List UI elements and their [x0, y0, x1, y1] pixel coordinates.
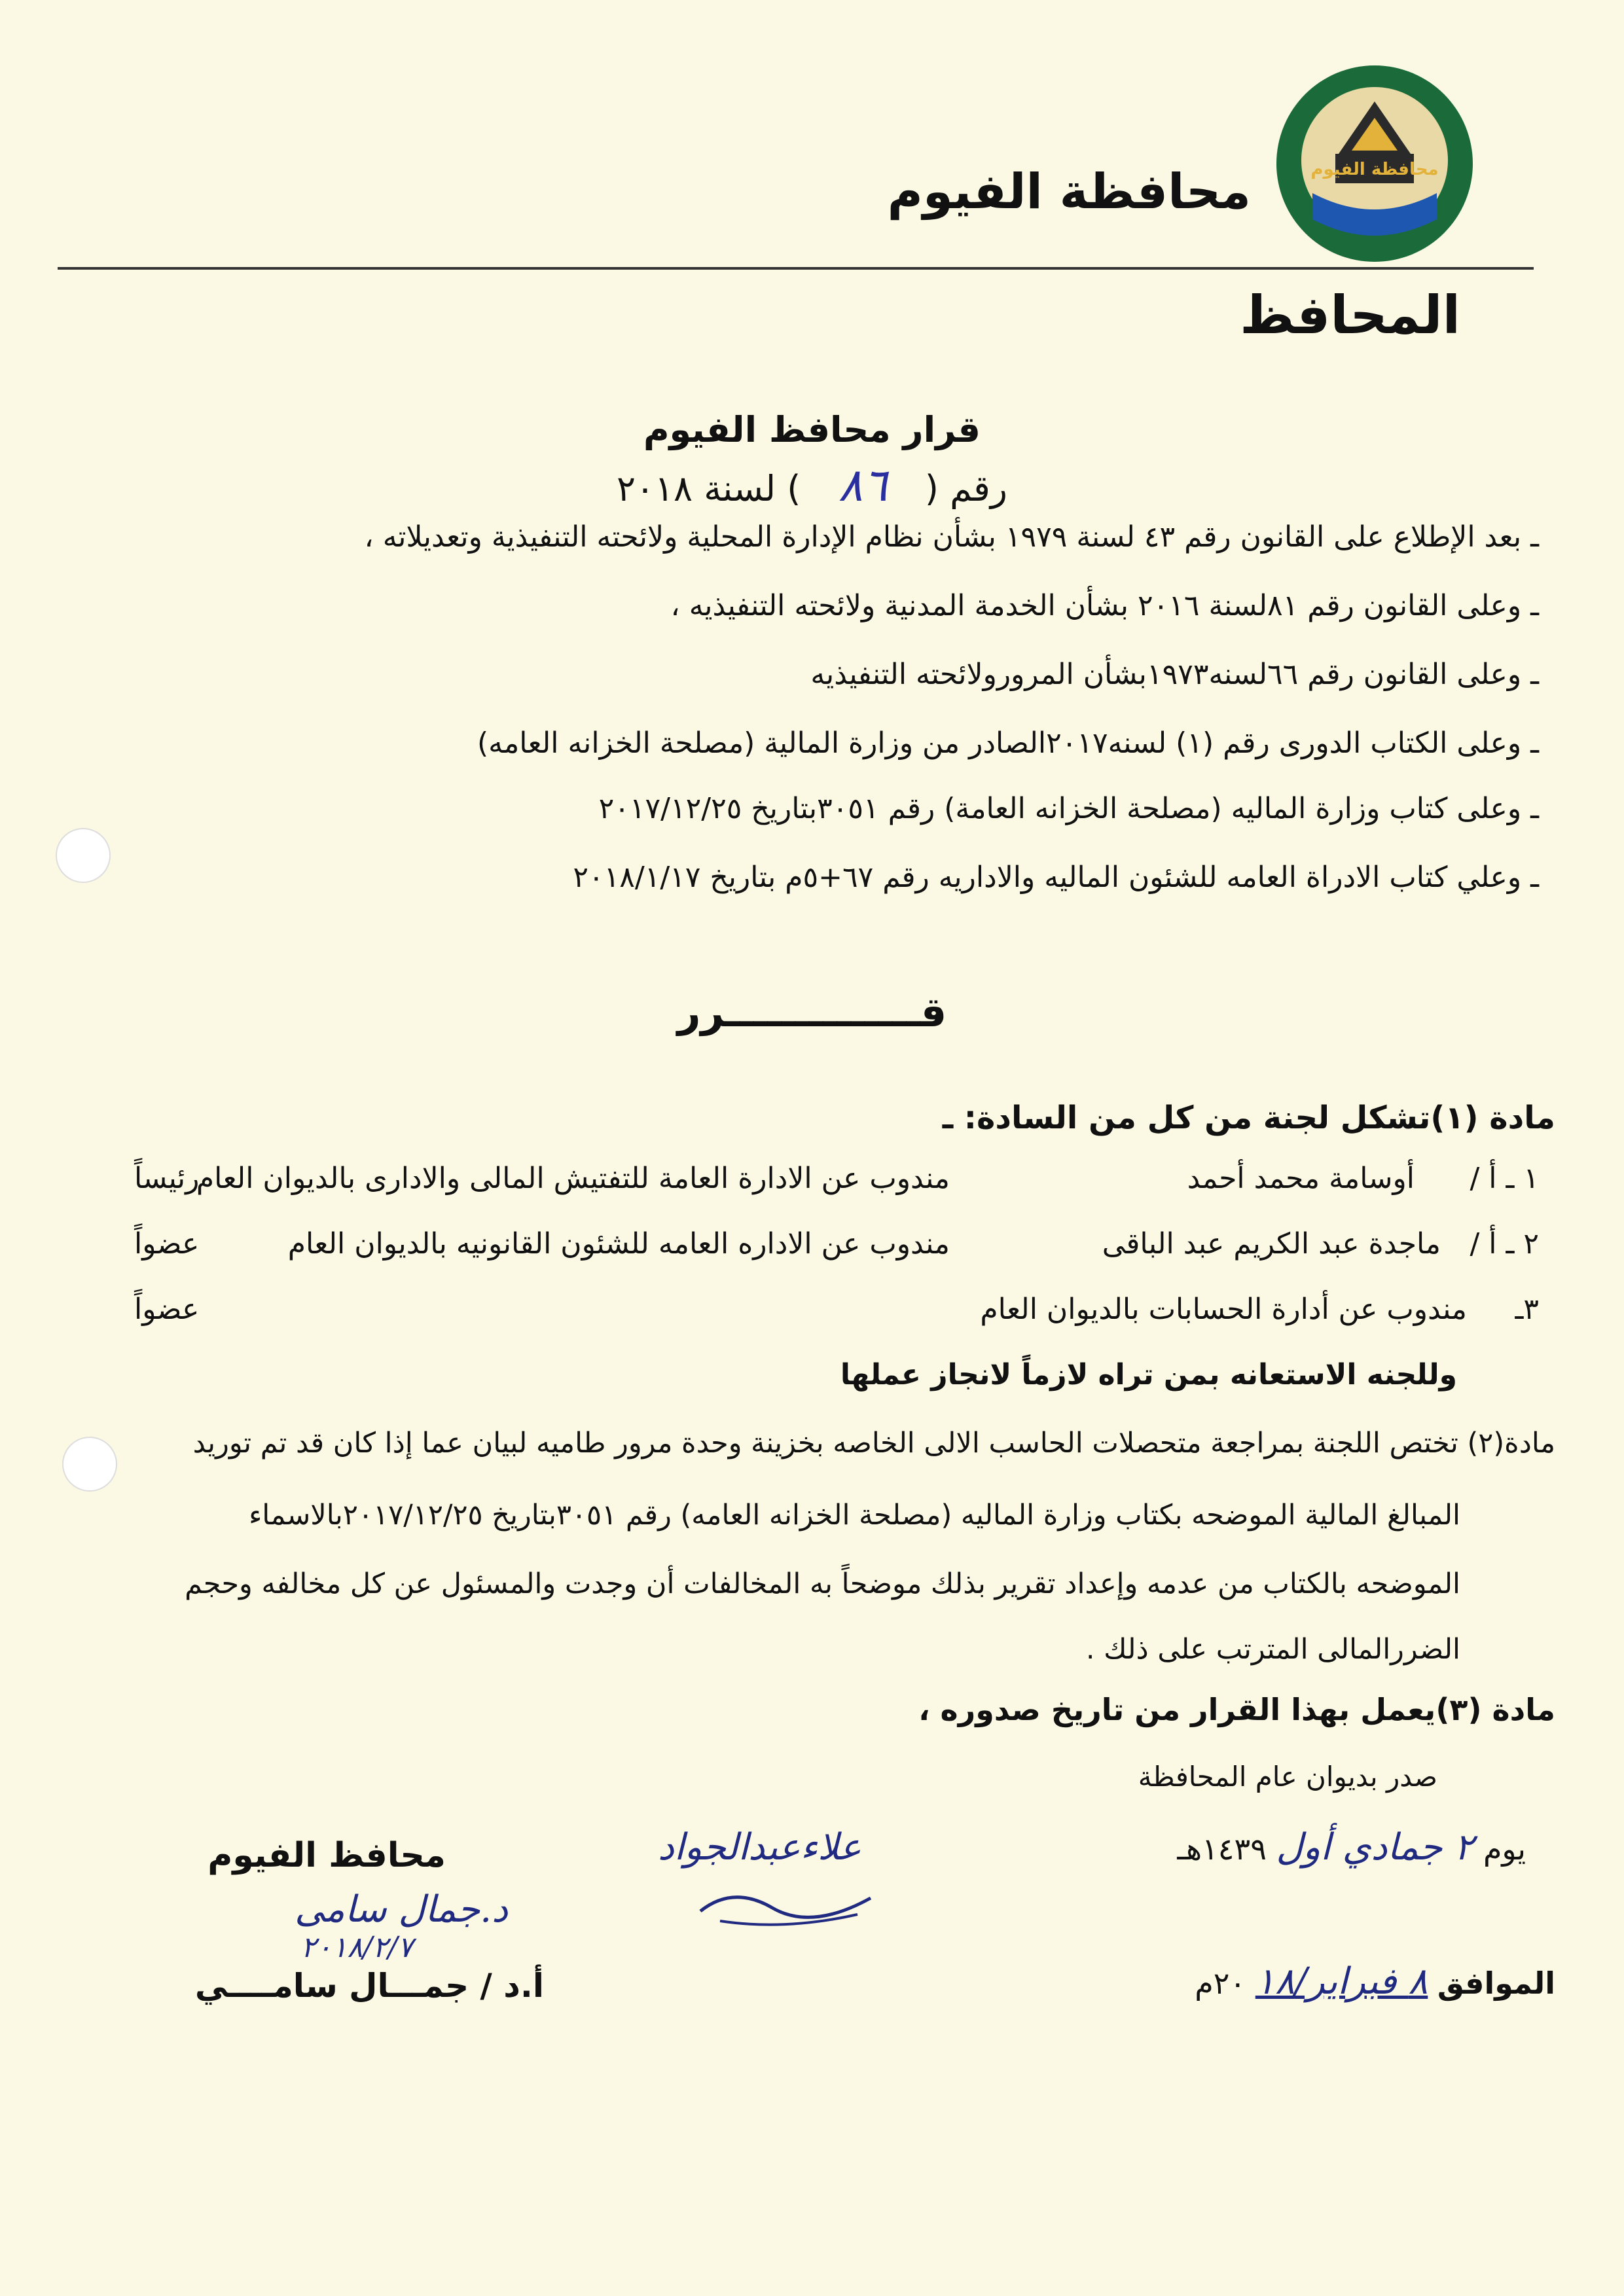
- gregorian-prefix: الموافق: [1437, 1965, 1555, 2001]
- member-name: أوسامة محمد أحمد: [1187, 1162, 1415, 1195]
- member-number: ٢ ـ أ /: [1470, 1227, 1539, 1261]
- decree-number: ٨٦: [838, 458, 888, 512]
- punch-hole: [62, 1437, 117, 1492]
- member-role: رئيساً: [134, 1162, 200, 1195]
- article-1-heading: مادة (١)تشكل لجنة من كل من السادة: ـ: [942, 1100, 1555, 1136]
- member-row: [151, 1162, 1539, 1208]
- middle-signature-stroke: [694, 1872, 877, 1931]
- governor-signature-title: محافظ الفيوم: [208, 1836, 446, 1875]
- gregorian-date: [1195, 1960, 1555, 2003]
- preamble-line: ـ وعلى القانون رقم ٨١لسنة ٢٠١٦ بشأن الخدمة المدنية ولائحته التنفيذيه ،: [670, 589, 1539, 622]
- number-suffix: ) لسنة ٢٠١٨: [617, 468, 801, 509]
- logo-lettering: محافظة الفيوم: [1310, 160, 1439, 179]
- issued-at: صدر بديوان عام المحافظة: [1138, 1761, 1437, 1793]
- member-name: ماجدة عبد الكريم عبد الباقى: [1102, 1227, 1441, 1261]
- member-role: عضواً: [134, 1293, 200, 1326]
- decided-heading: قــــــــــــــرر: [677, 988, 947, 1036]
- gregorian-suffix: ٢٠م: [1195, 1965, 1246, 2001]
- gregorian-handwritten: ٨ فبراير/١٨: [1255, 1960, 1428, 2003]
- hijri-suffix: ١٤٣٩هـ: [1177, 1831, 1267, 1867]
- office-title: المحافظ: [1240, 285, 1460, 346]
- punch-hole: [56, 828, 111, 883]
- member-row: [151, 1293, 1539, 1338]
- governor-signature: د.جمال سامى: [295, 1888, 508, 1931]
- governor-signature-date: ٢٠١٨/٢/٧: [300, 1931, 413, 1964]
- number-prefix: رقم (: [924, 468, 1007, 509]
- article-2-line: المبالغ المالية الموضحه بكتاب وزارة الماليه (مصلحة الخزانه العامه) رقم ٣٠٥١بتاريخ ٢٠١٧/١٢/٢٥بالاسماء: [249, 1499, 1460, 1532]
- preamble-line: ـ وعلى كتاب وزارة الماليه (مصلحة الخزانه العامة) رقم ٣٠٥١بتاريخ ٢٠١٧/١٢/٢٥: [598, 792, 1539, 825]
- member-description: مندوب عن الاداره العامه للشئون القانونيه بالديوان العام: [287, 1227, 950, 1261]
- preamble-line: ـ بعد الإطلاع على القانون رقم ٤٣ لسنة ١٩٧٩ بشأن نظام الإدارة المحلية ولائحته التنفيذية وتعديلاته ،: [364, 520, 1539, 554]
- committee-note: وللجنه الاستعانه بمن تراه لازماً لانجاز عملها: [840, 1358, 1457, 1391]
- member-name: مندوب عن أدارة الحسابات بالديوان العام: [980, 1293, 1467, 1326]
- member-row: [151, 1227, 1539, 1273]
- article-3: مادة (٣)يعمل بهذا القرار من تاريخ صدوره ،: [918, 1692, 1555, 1727]
- middle-signature: علاءعبدالجواد: [657, 1826, 861, 1869]
- article-2-line: الموضحه بالكتاب من عدمه وإعداد تقرير بذلك موضحاً به المخالفات أن وجدت والمسئول عن كل مخالفه وحجم: [185, 1568, 1460, 1600]
- member-number: ١ ـ أ /: [1470, 1162, 1539, 1195]
- member-description: مندوب عن الادارة العامة للتفتيش المالى والادارى بالديوان العام: [196, 1162, 950, 1195]
- header-divider: [58, 267, 1534, 270]
- hijri-prefix: يوم: [1483, 1831, 1526, 1867]
- decree-number-line: [0, 458, 1624, 512]
- governorate-logo: [1273, 62, 1476, 265]
- member-role: عضواً: [134, 1227, 200, 1261]
- preamble-line: ـ وعلى القانون رقم ٦٦لسنه١٩٧٣بشأن المرورولائحته التنفيذيه: [810, 658, 1539, 691]
- hijri-handwritten: ٢ جمادي أول: [1276, 1826, 1474, 1869]
- hijri-date: [1177, 1826, 1526, 1869]
- governor-name: أ.د / جمـــال سامــــي: [194, 1967, 544, 2005]
- article-2-line: الضررالمالى المترتب على ذلك .: [1085, 1633, 1460, 1666]
- preamble-line: ـ وعلي كتاب الادراة العامه للشئون الماليه والاداريه رقم ٦٧+٥م بتاريخ ٢٠١٨/١/١٧: [573, 861, 1539, 894]
- preamble-line: ـ وعلى الكتاب الدورى رقم (١) لسنه٢٠١٧الصادر من وزارة المالية (مصلحة الخزانه العامه): [477, 726, 1539, 760]
- article-2-line: مادة(٢) تختص اللجنة بمراجعة متحصلات الحاسب الالى الخاصه بخزينة وحدة مرور طاميه لبيان عما إذا كان قد تم توريد: [192, 1427, 1555, 1460]
- decree-title: قرار محافظ الفيوم: [643, 409, 981, 450]
- governorate-name: محافظة الفيوم: [887, 164, 1251, 220]
- member-number: ٣ـ: [1515, 1293, 1539, 1326]
